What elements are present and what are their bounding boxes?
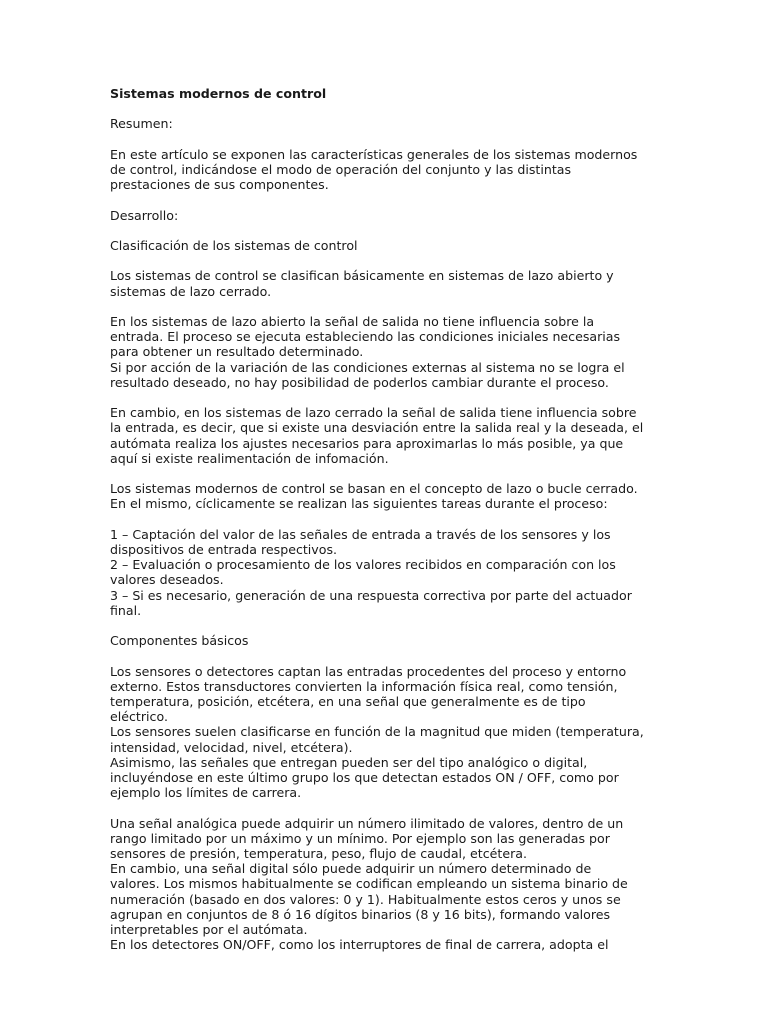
text-line: autómata realiza los ajustes necesarios para aproximarlas lo más posible, ya que <box>110 435 624 451</box>
text-line: En los sistemas de lazo abierto la señal de salida no tiene influencia sobre la <box>110 313 595 329</box>
paragraph <box>110 314 670 390</box>
paragraph <box>110 238 670 253</box>
text-line: incluyéndose en este último grupo los que detectan estados ON / OFF, como por <box>110 769 619 785</box>
text-line: En los detectores ON/OFF, como los interruptores de final de carrera, adopta el <box>110 937 609 953</box>
paragraph <box>110 147 670 193</box>
text-line: externo. Estos transductores convierten la información física real, como tensión, <box>110 678 618 694</box>
text-line: En cambio, en los sistemas de lazo cerrado la señal de salida tiene influencia sobre <box>110 405 637 421</box>
text-line: rango limitado por un máximo y un mínimo. Por ejemplo son las generadas por <box>110 830 610 846</box>
paragraph <box>110 116 670 131</box>
paragraph <box>110 664 670 801</box>
text-line: agrupan en conjuntos de 8 ó 16 dígitos binarios (8 y 16 bits), formando valores <box>110 906 611 922</box>
text-line: Si por acción de la variación de las condiciones externas al sistema no se logra el <box>110 359 625 375</box>
text-line: eléctrico. <box>110 709 168 725</box>
text-line: Los sistemas de control se clasifican básicamente en sistemas de lazo abierto y <box>110 268 614 284</box>
text-line: 3 – Si es necesario, generación de una respuesta correctiva por parte del actuador <box>110 587 632 603</box>
text-line: numeración (basado en dos valores: 0 y 1). Habitualmente estos ceros y unos se <box>110 891 621 907</box>
paragraph <box>110 481 670 511</box>
paragraph <box>110 527 670 618</box>
text-line: Componentes básicos <box>110 633 249 649</box>
paragraph <box>110 816 670 953</box>
text-line: temperatura, posición, etcétera, en una señal que generalmente es de tipo <box>110 693 586 709</box>
text-line: En este artículo se exponen las características generales de los sistemas modernos <box>110 146 638 162</box>
document-title: Sistemas modernos de control <box>110 86 327 101</box>
text-line: 1 – Captación del valor de las señales de entrada a través de los sensores y los <box>110 526 611 542</box>
paragraph <box>110 208 670 223</box>
text-line: Clasificación de los sistemas de control <box>110 237 358 253</box>
text-line: En el mismo, cíclicamente se realizan las siguientes tareas durante el proceso: <box>110 496 608 512</box>
text-line: valores deseados. <box>110 572 224 588</box>
text-line: valores. Los mismos habitualmente se codifican empleando un sistema binario de <box>110 876 628 892</box>
paragraph <box>110 633 670 648</box>
document-body <box>110 116 670 952</box>
text-line: Los sensores suelen clasificarse en función de la magnitud que miden (temperatura, <box>110 724 644 740</box>
text-line: final. <box>110 602 142 618</box>
text-line: la entrada, es decir, que si existe una desviación entre la salida real y la deseada, el <box>110 420 644 436</box>
text-line: sensores de presión, temperatura, peso, flujo de caudal, etcétera. <box>110 845 527 861</box>
text-line: Desarrollo: <box>110 207 179 223</box>
text-line: prestaciones de sus componentes. <box>110 177 329 193</box>
text-line: 2 – Evaluación o procesamiento de los valores recibidos en comparación con los <box>110 557 616 573</box>
text-line: aquí si existe realimentación de infomación. <box>110 450 389 466</box>
text-line: para obtener un resultado determinado. <box>110 344 364 360</box>
text-line: dispositivos de entrada respectivos. <box>110 541 338 557</box>
text-line: ejemplo los límites de carrera. <box>110 785 302 801</box>
text-line: intensidad, velocidad, nivel, etcétera). <box>110 739 353 755</box>
text-line: Una señal analógica puede adquirir un número ilimitado de valores, dentro de un <box>110 815 624 831</box>
text-line: entrada. El proceso se ejecuta estableciendo las condiciones iniciales necesarias <box>110 329 621 345</box>
text-line: Resumen: <box>110 116 173 132</box>
document-page <box>110 86 670 968</box>
text-line: resultado deseado, no hay posibilidad de poderlos cambiar durante el proceso. <box>110 374 609 390</box>
text-line: Asimismo, las señales que entregan pueden ser del tipo analógico o digital, <box>110 754 588 770</box>
text-line: En cambio, una señal digital sólo puede adquirir un número determinado de <box>110 861 592 877</box>
paragraph <box>110 268 670 298</box>
text-line: de control, indicándose el modo de operación del conjunto y las distintas <box>110 161 572 177</box>
text-line: Los sistemas modernos de control se basan en el concepto de lazo o bucle cerrado. <box>110 481 638 497</box>
text-line: sistemas de lazo cerrado. <box>110 283 272 299</box>
text-line: interpretables por el autómata. <box>110 921 308 937</box>
text-line: Los sensores o detectores captan las entradas procedentes del proceso y entorno <box>110 663 627 679</box>
paragraph <box>110 405 670 466</box>
